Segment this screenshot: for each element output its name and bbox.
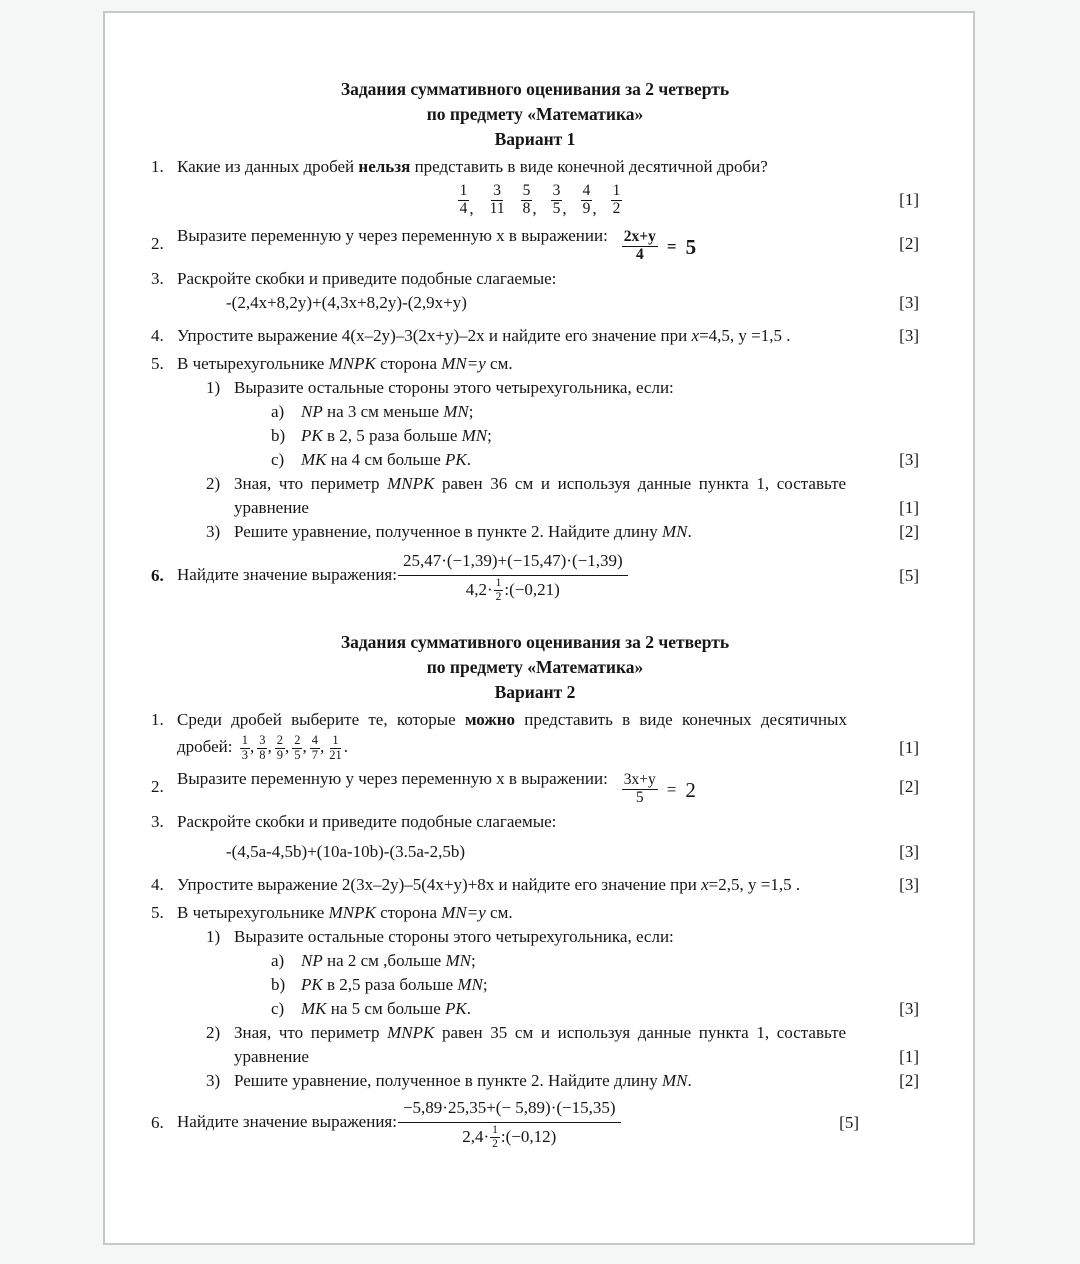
- italic-var: MN=y: [441, 354, 486, 373]
- subitem-text: Решите уравнение, полученное в пункте 2. Найдите длину MN.: [234, 522, 692, 541]
- item-text: PK в 2,5 раза больше MN;: [301, 975, 488, 994]
- item-text: MK на 5 см больше PK.: [301, 999, 471, 1018]
- question-text: Раскройте скобки и приведите подобные слагаемые:: [177, 269, 557, 288]
- question-text: Найдите значение выражения: −5,89·25,35+(− 5,89)·(−15,35) 2,4· $\frac{1}{2}$ :(−0,12): [177, 1096, 823, 1150]
- fraction: $\frac{3x+y}{5}$: [623, 771, 656, 806]
- letter-number: a): [271, 402, 285, 421]
- fraction: $\frac{2}{9}$: [276, 733, 283, 762]
- v1-question-6: [151, 548, 919, 604]
- fraction-numerator: −5,89·25,35+(− 5,89)·(−15,35): [398, 1096, 621, 1123]
- v2-question-4: [151, 873, 919, 897]
- item-text: NP на 2 см ,больше MN;: [301, 951, 476, 970]
- v1-question-2: [151, 223, 919, 265]
- equation-rhs: 2: [685, 777, 696, 802]
- question-number: 3.: [151, 269, 164, 288]
- v2-question-1: [151, 708, 919, 732]
- italic-var: x: [691, 326, 700, 345]
- v1-question-1: [151, 155, 919, 179]
- mark-badge: [3]: [899, 999, 919, 1018]
- question-number: 1.: [151, 710, 164, 729]
- v1-question-3-expression: [151, 291, 919, 315]
- question-number: 6.: [151, 1113, 164, 1132]
- variant-2-section: [151, 630, 919, 1151]
- fraction-denominator: 4,2· $\frac{1}{2}$ :(−0,21): [465, 577, 560, 603]
- equation-rhs: 5: [685, 234, 697, 259]
- variant1-title-line1: Задания суммативного оценивания за 2 четверть: [340, 79, 730, 99]
- subitem-number: 1): [206, 927, 221, 946]
- expression: -(2,4x+8,2y)+(4,3x+8,2y)-(2,9x+y): [226, 293, 467, 312]
- v1-q5-sub1: [151, 376, 919, 400]
- v2-question-1-line2: [151, 732, 919, 764]
- question-text: Упростите выражение 2(3x–2y)–5(4x+y)+8x и найдите его значение при x=2,5, y =1,5 .: [177, 875, 801, 894]
- question-number: 1.: [151, 157, 164, 176]
- mark-badge: [3]: [899, 326, 919, 345]
- subitem-text: уравнение: [234, 498, 309, 517]
- v2-q5-item-a: [151, 949, 919, 973]
- v1-q5-sub2-line2: [151, 496, 919, 520]
- variant1-title-line2: по предмету «Математика»: [426, 104, 644, 124]
- question-text: Среди дробей выберите те, которые можно представить в виде конечных десятичных: [177, 710, 847, 729]
- question-number: 5.: [151, 903, 164, 922]
- fraction: $\frac{4}{9}$: [582, 181, 591, 217]
- fraction: $\frac{3}{8}$: [259, 733, 266, 762]
- letter-number: b): [271, 426, 286, 445]
- mark-badge: [2]: [899, 234, 919, 253]
- mark-badge: [5]: [839, 1113, 859, 1132]
- v2-question-6: [151, 1095, 919, 1151]
- v2-q5-item-c: [151, 997, 919, 1021]
- question-text: Раскройте скобки и приведите подобные слагаемые:: [177, 812, 557, 831]
- question-number: 2.: [151, 777, 164, 796]
- mark-badge: [2]: [899, 522, 919, 541]
- item-text: NP на 3 см меньше MN;: [301, 402, 474, 421]
- v1-question-5: [151, 352, 919, 376]
- subitem-number: 2): [206, 474, 221, 493]
- subitem-text: Зная, что периметр MNPK равен 36 см и используя данные пункта 1, составьте: [234, 474, 847, 493]
- letter-number: a): [271, 951, 285, 970]
- v2-question-2: [151, 766, 919, 808]
- equation: [622, 229, 696, 263]
- question-number: 6.: [151, 566, 164, 585]
- question-text: В четырехугольнике MNPK сторона MN=y см.: [177, 354, 513, 373]
- question-text: Найдите значение выражения: 25,47·(−1,39)+(−15,47)·(−1,39) 4,2· $\frac{1}{2}$ :(−0,21): [177, 549, 883, 603]
- question-number: 4.: [151, 326, 164, 345]
- v2-question-5: [151, 901, 919, 925]
- fraction: $\frac{1}{2}$: [495, 577, 502, 603]
- variant-1-section: [151, 77, 919, 604]
- fraction: $\frac{3}{5}$: [552, 181, 561, 217]
- v1-question-1-fractions: $\frac{1}{4}$ , $\frac{3}{11}$ $\frac{5}{8}$ , $\frac{3}{5}$ , $\frac{4}{9}$ , $\frac{1}{2}$ [1]: [459, 181, 919, 218]
- italic-var: MNPK: [328, 354, 376, 373]
- fraction-numerator: 25,47·(−1,39)+(−15,47)·(−1,39): [398, 549, 628, 576]
- fraction: $\frac{1}{2}$: [612, 181, 621, 217]
- fraction: $\frac{3}{11}$: [489, 181, 505, 217]
- variant1-title-line3: Вариант 1: [494, 129, 576, 149]
- question-number: 4.: [151, 875, 164, 894]
- mark-badge: [1]: [899, 498, 919, 517]
- mark-badge: [1]: [899, 1047, 919, 1066]
- v1-q5-item-b: [151, 424, 919, 448]
- equation: [622, 772, 696, 806]
- v2-question-3: [151, 810, 919, 834]
- fraction: $\frac{2}{5}$: [294, 733, 301, 762]
- v1-q5-item-c: [151, 448, 919, 472]
- mark-badge: [3]: [899, 842, 919, 861]
- letter-number: b): [271, 975, 286, 994]
- expression: -(4,5a-4,5b)+(10a-10b)-(3.5a-2,5b): [226, 842, 465, 861]
- question-number: 2.: [151, 234, 164, 253]
- italic-var: MN=y: [441, 903, 486, 922]
- v1-q5-sub3: [151, 520, 919, 544]
- item-text: MK на 4 см больше PK.: [301, 450, 471, 469]
- mark-badge: [2]: [899, 777, 919, 796]
- italic-var: MNPK: [328, 903, 376, 922]
- fraction: $\frac{4}{7}$: [311, 733, 318, 762]
- v2-q5-sub1: [151, 925, 919, 949]
- question-text: Выразите переменную у через переменную х в выражении: $\frac{3x+y}{5}$ = 2: [177, 769, 696, 806]
- fraction: $\frac{1}{4}$: [459, 181, 468, 217]
- subitem-text: уравнение: [234, 1047, 309, 1066]
- v2-q5-item-b: [151, 973, 919, 997]
- v1-q5-sub2: [151, 472, 919, 496]
- question-number: 3.: [151, 812, 164, 831]
- question-text: дробей: $\frac{1}{3}$ , $\frac{3}{8}$ , $\frac{2}{9}$ , $\frac{2}{5}$ , $\frac{4}{7}$ , $\frac{1}{21}$ .: [177, 733, 348, 762]
- subitem-text: Выразите остальные стороны этого четырехугольника, если:: [234, 927, 674, 946]
- variant2-title-line1: Задания суммативного оценивания за 2 четверть: [340, 632, 730, 652]
- fraction: $\frac{2x+y}{4}$: [623, 228, 656, 263]
- variant2-title-line3: Вариант 2: [494, 682, 576, 702]
- question-text: Какие из данных дробей нельзя представить в виде конечной десятичной дроби?: [177, 157, 768, 176]
- mark-badge: [1]: [899, 738, 919, 757]
- subitem-text: Выразите остальные стороны этого четырехугольника, если:: [234, 378, 674, 397]
- fraction: $\frac{1}{21}$: [329, 733, 342, 762]
- question-text: В четырехугольнике MNPK сторона MN=y см.: [177, 903, 513, 922]
- equals-sign: =: [666, 236, 677, 256]
- fraction: $\frac{5}{8}$: [522, 181, 531, 217]
- mark-badge: [3]: [899, 450, 919, 469]
- fraction: $\frac{1}{3}$: [241, 733, 248, 762]
- subitem-number: 1): [206, 378, 221, 397]
- question-number: 5.: [151, 354, 164, 373]
- subitem-number: 3): [206, 522, 221, 541]
- display-fraction: [398, 1096, 621, 1150]
- v1-question-3: [151, 267, 919, 291]
- v2-q5-sub2: [151, 1021, 919, 1045]
- document-content: [105, 13, 973, 1151]
- mark-badge: [2]: [899, 1071, 919, 1090]
- v1-q5-item-a: [151, 400, 919, 424]
- mark-badge: [5]: [899, 566, 919, 585]
- subitem-text: Решите уравнение, полученное в пункте 2. Найдите длину MN.: [234, 1071, 692, 1090]
- v2-q5-sub3: [151, 1069, 919, 1093]
- item-text: PK в 2, 5 раза больше MN;: [301, 426, 492, 445]
- question-text: Выразите переменную у через переменную х в выражении: $\frac{2x+y}{4}$ = 5: [177, 226, 697, 263]
- fraction: $\frac{1}{2}$: [492, 1124, 498, 1150]
- fraction-denominator: 2,4· $\frac{1}{2}$ :(−0,12): [462, 1124, 557, 1150]
- display-fraction: [398, 549, 628, 603]
- letter-number: c): [271, 450, 285, 469]
- bold-word: нельзя: [358, 157, 411, 176]
- mark-badge: [1]: [899, 190, 919, 209]
- mark-badge: [3]: [899, 293, 919, 312]
- v2-question-3-expression: [151, 840, 919, 864]
- subitem-number: 3): [206, 1071, 221, 1090]
- subitem-text: Зная, что периметр MNPK равен 35 см и используя данные пункта 1, составьте: [234, 1023, 847, 1042]
- variant2-title-line2: по предмету «Математика»: [426, 657, 644, 677]
- letter-number: c): [271, 999, 285, 1018]
- mark-badge: [3]: [899, 875, 919, 894]
- bold-word: можно: [464, 710, 515, 729]
- subitem-number: 2): [206, 1023, 221, 1042]
- italic-var: x: [701, 875, 709, 894]
- v1-question-4: [151, 324, 919, 348]
- document-page: [103, 11, 975, 1245]
- v2-q5-sub2-line2: [151, 1045, 919, 1069]
- equals-sign: =: [666, 779, 677, 799]
- question-text: Упростите выражение 4(x–2y)–3(2x+y)–2x и найдите его значение при x=4,5, y =1,5 .: [177, 326, 791, 345]
